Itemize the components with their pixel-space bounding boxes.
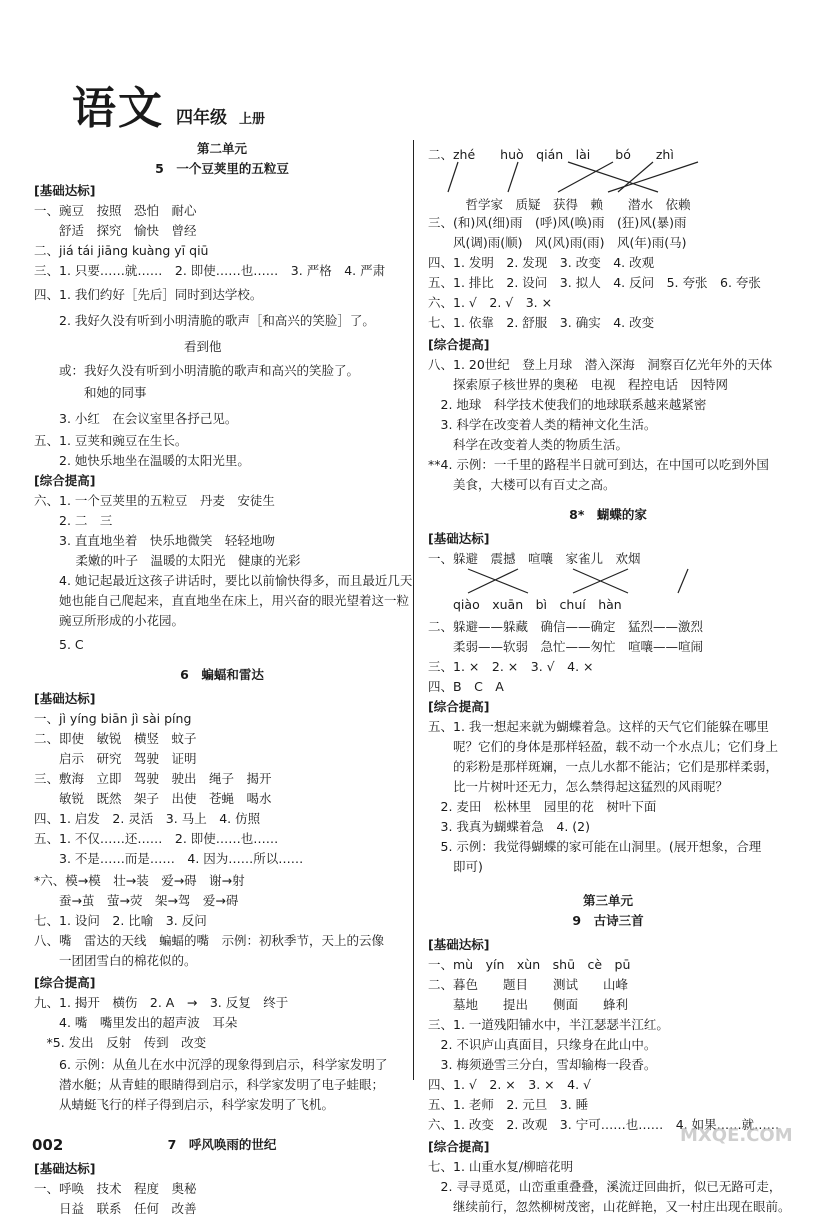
answer-line: 风(调)雨(顺) 风(风)雨(雨) 风(年)雨(马) xyxy=(428,235,687,250)
section-heading: [综合提高] xyxy=(428,337,490,352)
answer-line: 八、1. 20世纪 登上月球 潜入深海 洞察百亿光年外的天体 xyxy=(428,357,773,372)
answer-line: 二、zhé huò qián lài bó zhì xyxy=(428,147,674,162)
answer-line: 七、1. 依靠 2. 舒服 3. 确实 4. 改变 xyxy=(428,315,655,330)
answer-line: 2. 她快乐地坐在温暖的太阳光里。 xyxy=(34,453,250,468)
answer-line: *5. 发出 反射 传到 改变 xyxy=(34,1035,207,1050)
answer-line: 三、(和)风(细)雨 (呼)风(唤)雨 (狂)风(暴)雨 xyxy=(428,215,687,230)
answer-line: 六、1. √ 2. √ 3. × xyxy=(428,295,553,310)
lesson-title: 第三单元 xyxy=(582,893,633,908)
answer-line: 四、B C A xyxy=(428,679,504,694)
answer-line: 3. 梅须逊雪三分白，雪却输梅一段香。 xyxy=(428,1057,657,1072)
answer-line: 她也能自己爬起来，直直地坐在床上，用兴奋的眼光望着这一粒 xyxy=(34,593,410,608)
answer-line: 四、1. 启发 2. 灵活 3. 马上 4. 仿照 xyxy=(34,811,261,826)
section-heading: [综合提高] xyxy=(428,1139,490,1154)
answer-line: 五、1. 我一想起来就为蝴蝶着急。这样的天气它们能躲在哪里 xyxy=(428,719,769,734)
answer-line: 五、1. 排比 2. 设问 3. 拟人 4. 反问 5. 夸张 6. 夸张 xyxy=(428,275,761,290)
answer-line: **4. 示例：一千里的路程半日就可到达，在中国可以吃到外国 xyxy=(428,457,769,472)
answer-line: 敏锐 既然 架子 出使 苍蝇 喝水 xyxy=(34,791,272,806)
answer-line: 五、1. 豆荚和豌豆在生长。 xyxy=(34,433,188,448)
answer-line: 5. C xyxy=(34,637,84,652)
answer-line: 比一片树叶还无力，怎么禁得起这猛烈的风雨呢？ xyxy=(428,779,729,794)
lesson-title: 8* 蝴蝶的家 xyxy=(569,507,647,522)
answer-line: 八、嘴 雷达的天线 蝙蝠的嘴 示例：初秋季节，天上的云像 xyxy=(34,933,385,948)
answer-line: 一团团雪白的棉花似的。 xyxy=(34,953,197,968)
answer-line: 从蜻蜓飞行的样子得到启示，科学家发明了飞机。 xyxy=(34,1097,335,1112)
answer-line: 三、1. × 2. × 3. √ 4. × xyxy=(428,659,594,674)
answer-line: 继续前行，忽然柳树茂密，山花鲜艳，又一村庄出现在眼前。 xyxy=(428,1199,791,1214)
answer-line: 七、1. 山重水复/柳暗花明 xyxy=(428,1159,574,1174)
answer-line: 2. 地球 科学技术使我们的地球联系越来越紧密 xyxy=(428,397,707,412)
page-header xyxy=(72,72,265,136)
answer-line: 日益 联系 任何 改善 xyxy=(34,1201,197,1216)
answer-line: 2. 寻寻觅觅，山峦重重叠叠，溪流迂回曲折，似已无路可走， xyxy=(428,1179,782,1194)
column-divider xyxy=(413,140,414,1080)
answer-line: 一、jì yíng biān jì sài píng xyxy=(34,711,192,726)
answer-line: 墓地 提出 侧面 蜂利 xyxy=(428,997,629,1012)
answer-line: 六、1. 改变 2. 改观 3. 宁可……也…… 4. 如果……就…… xyxy=(428,1117,780,1132)
answer-line: 三、1. 只要……就…… 2. 即使……也…… 3. 严格 4. 严肃 xyxy=(34,263,386,278)
matching-lines-2 xyxy=(428,565,788,605)
answer-line: 哲学家 质疑 获得 赖 潜水 依赖 xyxy=(428,197,691,212)
section-heading: [基础达标] xyxy=(34,691,96,706)
answer-line: 的彩粉是那样斑斓，一点儿水都不能沾；它们是那样柔弱， xyxy=(428,759,779,774)
answer-line: 五、1. 老师 2. 元旦 3. 睡 xyxy=(428,1097,589,1112)
section-heading: [综合提高] xyxy=(428,699,490,714)
answer-line: 四、1. 我们约好［先后］同时到达学校。 xyxy=(34,287,263,302)
answer-line: 2. 二 三 xyxy=(34,513,113,528)
answer-line: 2. 麦田 松林里 园里的花 树叶下面 xyxy=(428,799,657,814)
answer-line: 六、1. 一个豆荚里的五粒豆 丹麦 安徒生 xyxy=(34,493,275,508)
answer-line: 和她的同事 xyxy=(34,385,147,400)
answer-line: *六、模→模 壮→装 爱→碍 谢→射 xyxy=(34,873,245,888)
answer-line: 科学在改变着人类的物质生活。 xyxy=(428,437,629,452)
answer-line: 二、jiá tái jiāng kuàng yī qiū xyxy=(34,243,209,258)
answer-line: 三、敷海 立即 驾驶 驶出 绳子 揭开 xyxy=(34,771,272,786)
answer-line: 2. 我好久没有听到小明清脆的歌声［和高兴的笑脸］了。 xyxy=(34,313,375,328)
section-heading: [基础达标] xyxy=(428,937,490,952)
answer-line: 一、躲避 震撼 喧嚷 家雀儿 欢烟 xyxy=(428,551,641,566)
answer-line: 五、1. 不仅……还…… 2. 即使……也…… xyxy=(34,831,279,846)
answer-line: 四、1. √ 2. × 3. × 4. √ xyxy=(428,1077,591,1092)
section-heading: [综合提高] xyxy=(34,473,96,488)
answer-line: 七、1. 设问 2. 比喻 3. 反问 xyxy=(34,913,207,928)
answer-line: 3. 不是……而是…… 4. 因为……所以…… xyxy=(34,851,304,866)
lesson-title: 7 呼风唤雨的世纪 xyxy=(167,1137,277,1152)
answer-line: 启示 研究 驾驶 证明 xyxy=(34,751,197,766)
answer-line: 柔弱——软弱 急忙——匆忙 喧嚷——喧闹 xyxy=(428,639,704,654)
answer-line: 二、即使 敏锐 横竖 蚊子 xyxy=(34,731,197,746)
lesson-title: 9 古诗三首 xyxy=(572,913,644,928)
term-label: 上册 xyxy=(239,112,266,127)
answer-line: 柔嫩的叶子 温暖的太阳光 健康的光彩 xyxy=(34,553,301,568)
answer-line: 4. 嘴 嘴里发出的超声波 耳朵 xyxy=(34,1015,238,1030)
answer-line: 看到他 xyxy=(34,339,222,354)
answer-line: 或：我好久没有听到小明清脆的歌声和高兴的笑脸了。 xyxy=(34,363,360,378)
answer-line: 6. 示例：从鱼儿在水中沉浮的现象得到启示，科学家发明了 xyxy=(34,1057,388,1072)
answer-line: 四、1. 发明 2. 发现 3. 改变 4. 改观 xyxy=(428,255,655,270)
lesson-title: 第二单元 xyxy=(196,141,247,156)
answer-line: 5. 示例：我觉得蝴蝶的家可能在山洞里。(展开想象，合理 xyxy=(428,839,762,854)
answer-line: 豌豆所形成的小花园。 xyxy=(34,613,185,628)
lesson-title: 5 一个豆荚里的五粒豆 xyxy=(155,161,289,176)
answer-line: qiào xuān bì chuí hàn xyxy=(428,597,622,612)
answer-line: 蚕→茧 萤→荧 架→驾 爱→碍 xyxy=(34,893,239,908)
answer-line: 二、躲避——躲藏 确信——确定 猛烈——激烈 xyxy=(428,619,704,634)
matching-lines-1 xyxy=(428,140,788,200)
answer-line: 九、1. 揭开 横伤 2. A → 3. 反复 终于 xyxy=(34,995,289,1010)
answer-line: 一、豌豆 按照 恐怕 耐心 xyxy=(34,203,197,218)
answer-line: 二、暮色 题目 测试 山峰 xyxy=(428,977,629,992)
answer-line: 2. 不识庐山真面目，只缘身在此山中。 xyxy=(428,1037,657,1052)
section-heading: [基础达标] xyxy=(428,531,490,546)
answer-line: 呢？它们的身体是那样轻盈，载不动一个水点儿；它们身上 xyxy=(428,739,779,754)
answer-line: 一、mù yín xùn shū cè pū xyxy=(428,957,631,972)
page-number: 002 xyxy=(32,1136,64,1154)
answer-line: 3. 科学在改变着人类的精神文化生活。 xyxy=(428,417,657,432)
answer-line: 3. 我真为蝴蝶着急 4. (2) xyxy=(428,819,591,834)
answer-line: 美食，大楼可以有百丈之高。 xyxy=(428,477,616,492)
answer-line: 3. 直直地坐着 快乐地微笑 轻轻地吻 xyxy=(34,533,275,548)
answer-line: 4. 她记起最近这孩子讲话时，要比以前愉快得多，而且最近几天 xyxy=(34,573,413,588)
answer-line: 潜水艇；从青蛙的眼睛得到启示，科学家发明了电子蛙眼； xyxy=(34,1077,385,1092)
answer-line: 一、呼唤 技术 程度 奥秘 xyxy=(34,1181,197,1196)
answer-line: 即可) xyxy=(428,859,483,874)
section-heading: [综合提高] xyxy=(34,975,96,990)
section-heading: [基础达标] xyxy=(34,183,96,198)
lesson-title: 6 蝙蝠和雷达 xyxy=(180,667,264,682)
answer-line: 三、1. 一道残阳铺水中，半江瑟瑟半江红。 xyxy=(428,1017,669,1032)
section-heading: [基础达标] xyxy=(34,1161,96,1176)
watermark-logo: MXQE.COM xyxy=(680,1125,793,1146)
answer-line: 探索原子核世界的奥秘 电视 程控电话 因特网 xyxy=(428,377,729,392)
answer-line: 3. 小红 在会议室里各抒己见。 xyxy=(34,411,238,426)
grade-label: 四年级 xyxy=(176,108,227,128)
subject-title: 语文 xyxy=(72,83,164,134)
answer-line: 舒适 探究 愉快 曾经 xyxy=(34,223,197,238)
